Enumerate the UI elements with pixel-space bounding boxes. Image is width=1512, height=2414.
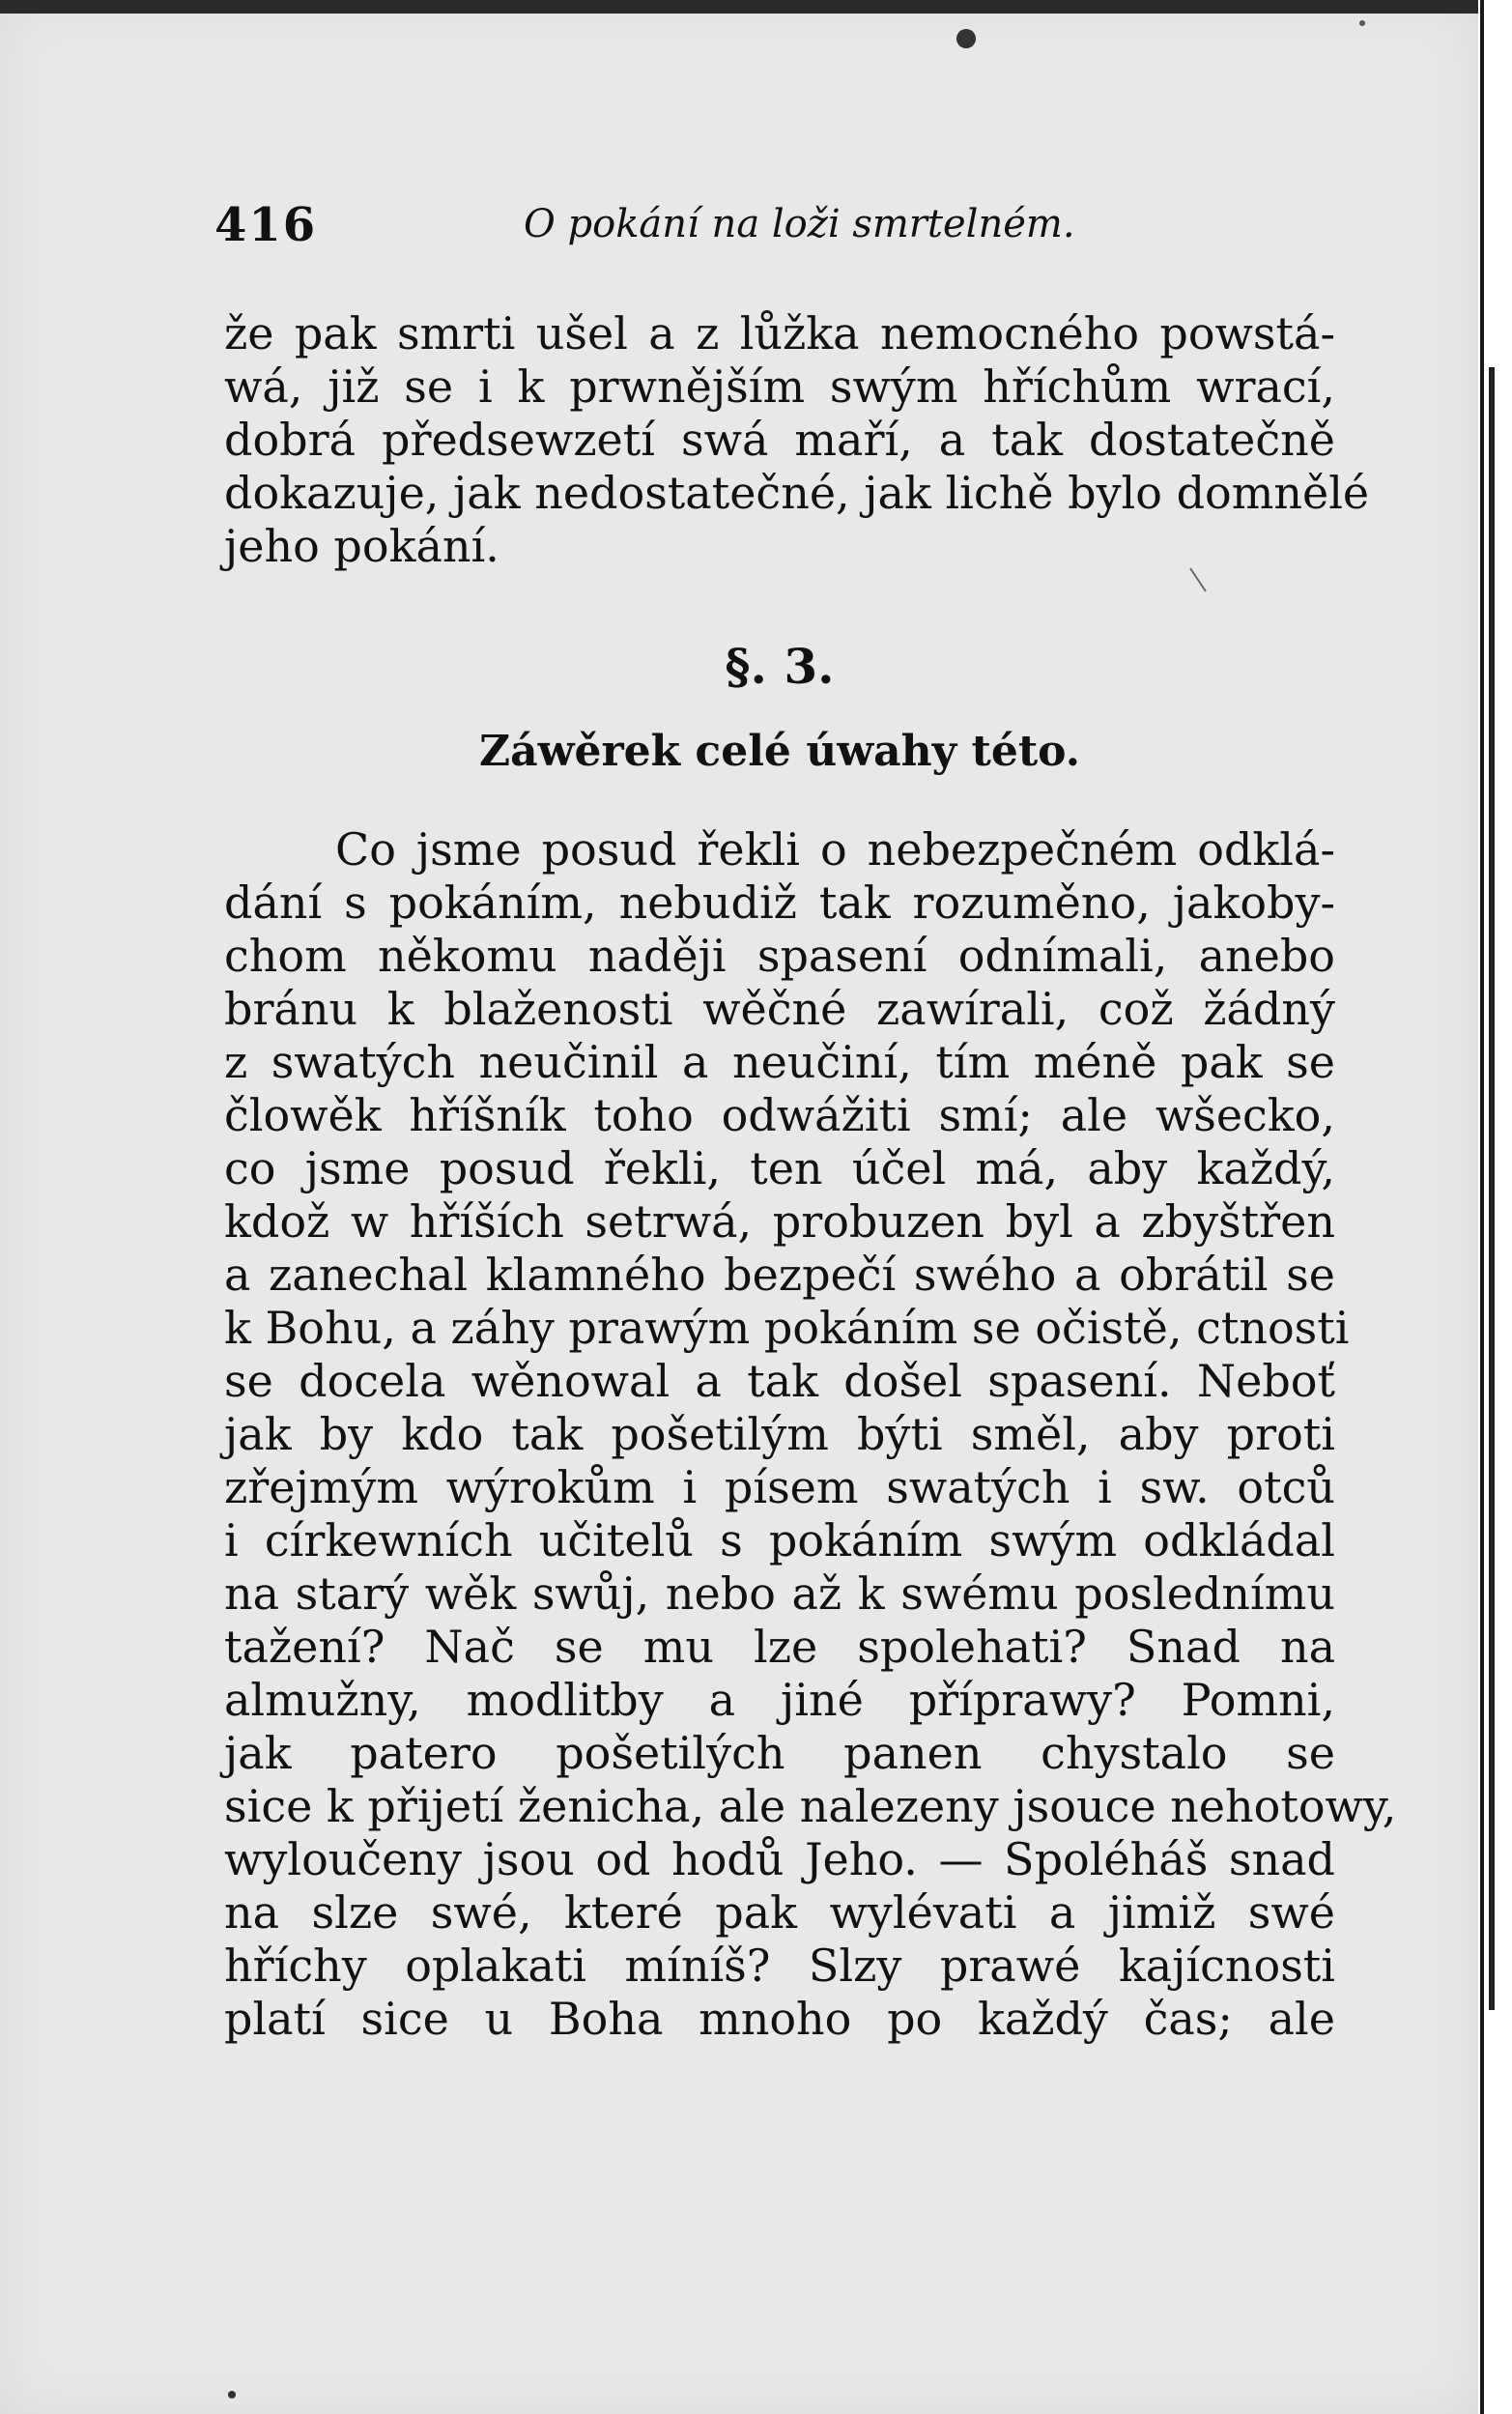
text-line: zřejmým wýrokům i písem swatých i sw. otců: [224, 1461, 1335, 1513]
text-line: sice k přijetí ženicha, ale nalezeny jsouce nehotowy,: [224, 1780, 1397, 1832]
page-number: 416: [214, 198, 318, 252]
text-line: dání s pokáním, nebudiž tak rozuměno, jakoby-: [224, 877, 1335, 929]
section-number: §. 3.: [725, 638, 835, 695]
text-line: tažení? Nač se mu lze spolehati? Snad na: [224, 1621, 1335, 1673]
running-head: [214, 198, 1330, 256]
text-line: Co jsme posud řekli o nebezpečném odklá-: [335, 823, 1335, 876]
text-line: kdož w hříších setrwá, probuzen byl a zbyštřen: [224, 1195, 1335, 1248]
speck: [1359, 20, 1365, 26]
text-line: i církewních učitelů s pokáním swým odkládal: [224, 1514, 1335, 1566]
text-line: se docela wěnowal a tak došel spasení. Neboť: [224, 1355, 1335, 1407]
text-line: že pak smrti ušel a z lůžka nemocného powstá-: [224, 307, 1335, 359]
running-title: O pokání na loži smrtelném.: [524, 202, 1075, 246]
text-line: wyloučeny jsou od hodů Jeho. — Spoléháš snad: [224, 1833, 1335, 1885]
text-line: jeho pokání.: [224, 520, 499, 572]
speck: [956, 29, 976, 48]
text-line: platí sice u Boha mnoho po každý čas; ale: [224, 1993, 1335, 2045]
text-line: wá, již se i k prwnějším swým hříchům wrací,: [224, 360, 1335, 413]
text-line: co jsme posud řekli, ten účel má, aby každý,: [224, 1142, 1335, 1194]
text-line: hříchy oplakati míníš? Slzy prawé kajícnosti: [224, 1940, 1335, 1992]
section-heading: Záwěrek celé úwahy této.: [478, 727, 1081, 776]
text-line: jak by kdo tak pošetilým býti směl, aby proti: [224, 1408, 1335, 1460]
continued-paragraph: [224, 307, 1370, 573]
scan-top-edge: [0, 0, 1478, 14]
page-edge-shadow: [1489, 367, 1495, 2010]
text-line: jak patero pošetilých panen chystalo se: [224, 1727, 1335, 1779]
text-line: člowěk hříšník toho odwážiti smí; ale wšecko,: [224, 1089, 1335, 1141]
text-line: dokazuje, jak nedostatečné, jak lichě bylo domnělé: [224, 467, 1370, 519]
text-line: bránu k blaženosti wěčné zawírali, což žádný: [224, 983, 1335, 1035]
speck: [228, 2391, 236, 2399]
text-line: dobrá předsewzetí swá maří, a tak dostatečně: [224, 414, 1335, 466]
page-edge-line: [1480, 0, 1484, 2414]
text-line: na starý wěk swůj, nebo až k swému poslednímu: [224, 1567, 1335, 1620]
main-paragraph: [224, 823, 1397, 2046]
text-line: k Bohu, a záhy prawým pokáním se očistě, ctnosti: [224, 1302, 1350, 1354]
text-line: a zanechal klamného bezpečí swého a obrátil se: [224, 1249, 1335, 1301]
text-line: almužny, modlitby a jiné příprawy? Pomni,: [224, 1674, 1335, 1726]
text-line: chom někomu naději spasení odnímali, anebo: [224, 930, 1335, 982]
text-line: z swatých neučinil a neučiní, tím méně pak se: [224, 1036, 1335, 1088]
text-line: na slze swé, které pak wylévati a jimiž swé: [224, 1886, 1335, 1939]
